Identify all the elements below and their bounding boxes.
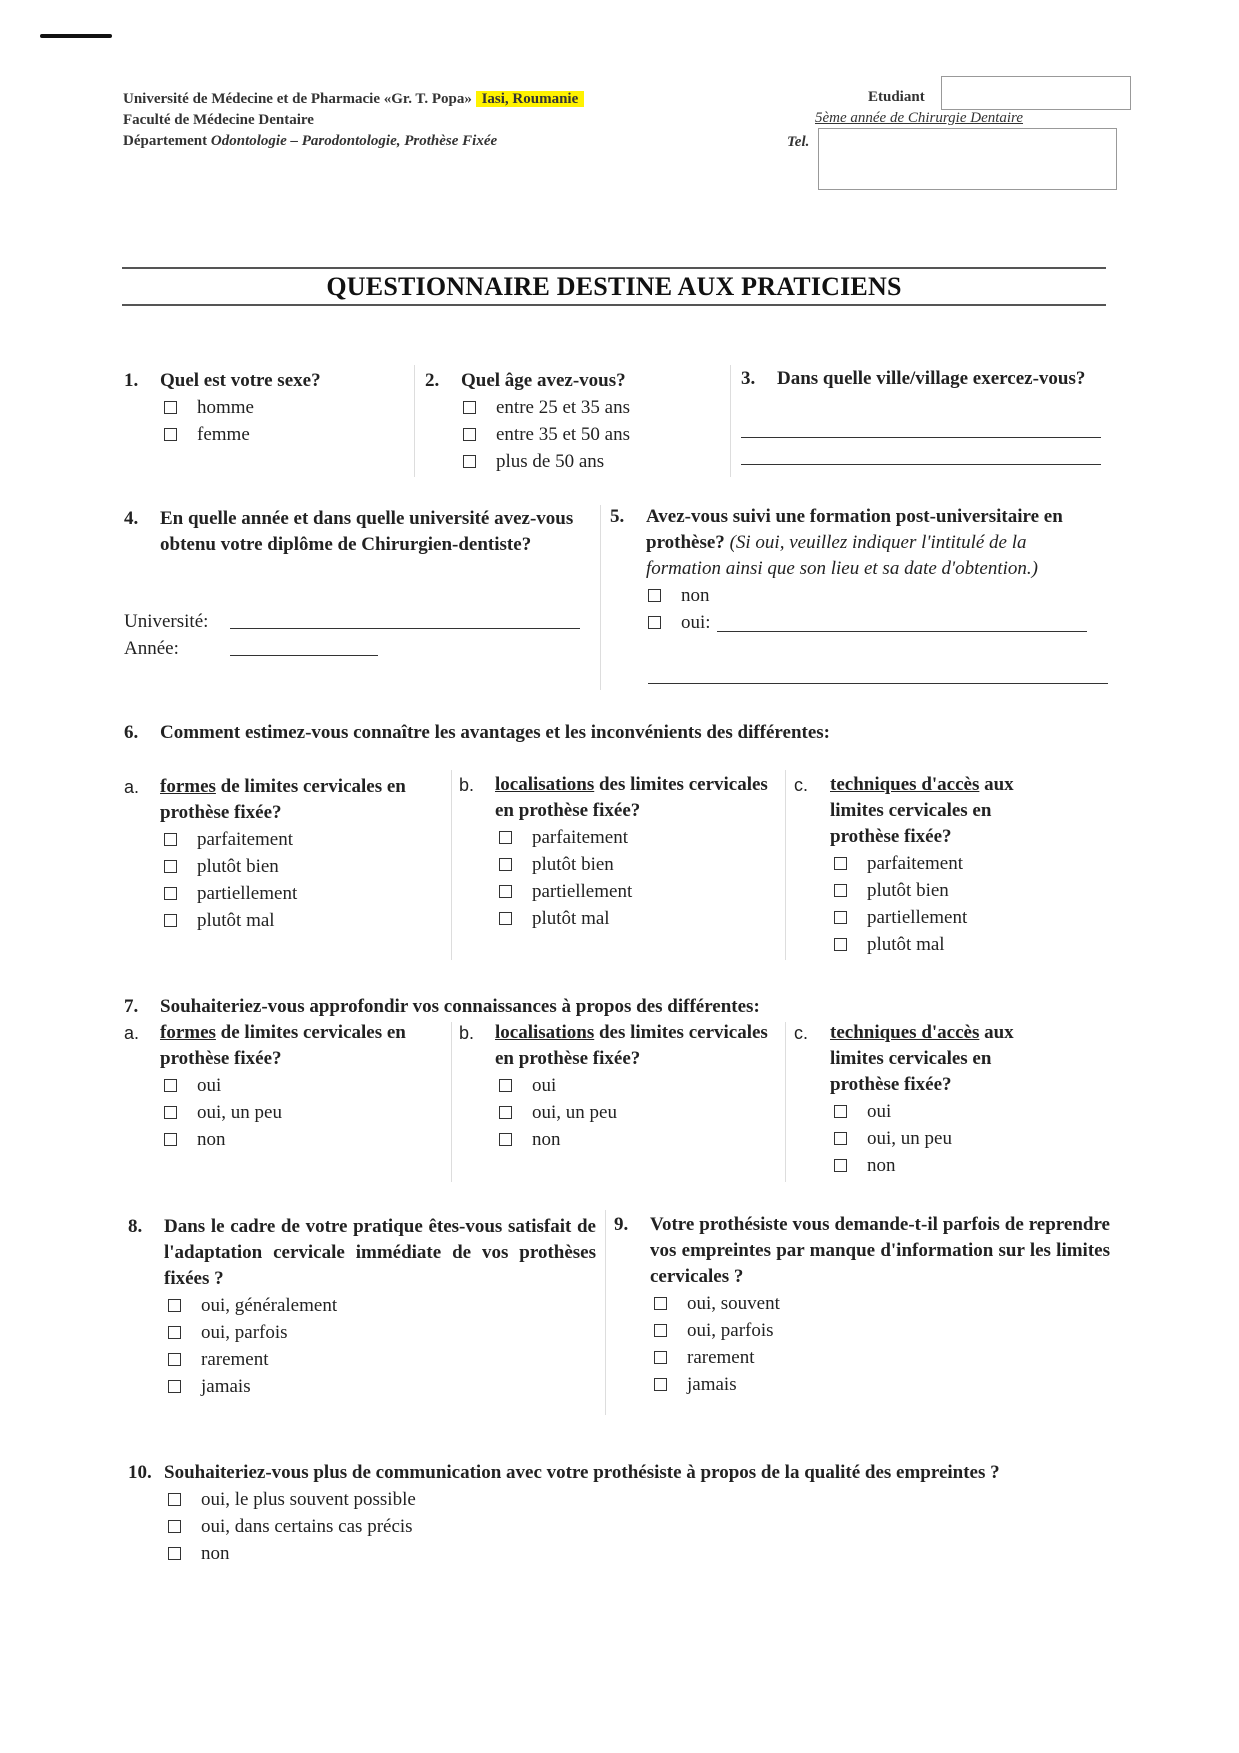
checkbox-icon[interactable] xyxy=(164,860,177,873)
option-plutot-mal[interactable]: plutôt mal xyxy=(499,905,779,932)
checkbox-icon[interactable] xyxy=(499,885,512,898)
question-1: 1. Quel est votre sexe? homme femme xyxy=(124,368,414,448)
option-plutot-mal[interactable]: plutôt mal xyxy=(164,907,444,934)
option-age-25-35[interactable]: entre 25 et 35 ans xyxy=(463,394,725,421)
checkbox-icon[interactable] xyxy=(168,1520,181,1533)
university-label: Université: xyxy=(124,611,209,632)
student-name-field[interactable] xyxy=(941,76,1131,110)
question-2-text: Quel âge avez-vous? xyxy=(461,370,626,391)
checkbox-icon[interactable] xyxy=(168,1326,181,1339)
checkbox-icon[interactable] xyxy=(164,401,177,414)
column-divider xyxy=(785,1022,786,1182)
department-prefix: Département xyxy=(123,133,208,149)
option-oui-parfois[interactable]: oui, parfois xyxy=(654,1317,1110,1344)
column-divider xyxy=(451,1022,452,1182)
option-parfaitement[interactable]: parfaitement xyxy=(499,824,779,851)
question-7c: c. techniques d'accès aux limites cervicales en prothèse fixée? oui oui, un peu non xyxy=(794,1020,1054,1179)
checkbox-icon[interactable] xyxy=(499,858,512,871)
question-7: 7. Souhaiteriez-vous approfondir vos connaissances à propos des différentes: xyxy=(124,994,1114,1020)
formation-answer-line-2[interactable] xyxy=(648,683,1108,684)
year-label: Année: xyxy=(124,638,179,659)
question-6a: a. formes de limites cervicales en prothèse fixée? parfaitement plutôt bien partiellement plutôt mal xyxy=(124,774,444,934)
checkbox-icon[interactable] xyxy=(499,1079,512,1092)
question-3: 3. Dans quelle ville/village exercez-vous? xyxy=(741,366,1101,392)
option-rarement[interactable]: rarement xyxy=(168,1346,596,1373)
checkbox-icon[interactable] xyxy=(164,1106,177,1119)
option-non[interactable]: non xyxy=(168,1540,1110,1567)
option-oui-generalement[interactable]: oui, généralement xyxy=(168,1292,596,1319)
university-name: Université de Médecine et de Pharmacie «Gr. T. Popa» xyxy=(123,91,472,107)
option-oui-plus-souvent[interactable]: oui, le plus souvent possible xyxy=(168,1486,1110,1513)
question-4-text: En quelle année et dans quelle université avez-vous obtenu votre diplôme de Chirurgien-dentiste? xyxy=(160,508,574,555)
tel-field[interactable] xyxy=(818,128,1117,190)
student-label: Etudiant xyxy=(868,89,925,105)
city-answer-line-2[interactable] xyxy=(741,464,1101,465)
checkbox-icon[interactable] xyxy=(463,455,476,468)
question-1-text: Quel est votre sexe? xyxy=(160,370,321,391)
checkbox-icon[interactable] xyxy=(499,912,512,925)
checkbox-icon[interactable] xyxy=(463,428,476,441)
option-jamais[interactable]: jamais xyxy=(168,1373,596,1400)
column-divider xyxy=(785,770,786,960)
option-oui-souvent[interactable]: oui, souvent xyxy=(654,1290,1110,1317)
option-plutot-bien[interactable]: plutôt bien xyxy=(834,877,1054,904)
faculty-name: Faculté de Médecine Dentaire xyxy=(123,112,314,128)
checkbox-icon[interactable] xyxy=(168,1299,181,1312)
university-location: Iasi, Roumanie xyxy=(476,91,585,107)
scan-mark xyxy=(40,34,112,38)
option-oui[interactable]: oui xyxy=(164,1072,444,1099)
option-oui-un-peu[interactable]: oui, un peu xyxy=(834,1125,1054,1152)
option-parfaitement[interactable]: parfaitement xyxy=(164,826,444,853)
checkbox-icon[interactable] xyxy=(654,1324,667,1337)
title-rule-bottom xyxy=(122,304,1106,306)
question-8-text: Dans le cadre de votre pratique êtes-vous satisfait de l'adaptation cervicale immédiate de vos prothèses fixées ? xyxy=(164,1216,596,1289)
checkbox-icon[interactable] xyxy=(499,831,512,844)
checkbox-icon[interactable] xyxy=(834,938,847,951)
checkbox-icon[interactable] xyxy=(168,1353,181,1366)
question-5: 5. Avez-vous suivi une formation post-universitaire en prothèse? (Si oui, veuillez indiquer l'intitulé de la formation ainsi que son lieu et sa date d'obtention.) non oui: xyxy=(610,504,1100,636)
title-rule-top xyxy=(122,267,1106,269)
question-6-text: Comment estimez-vous connaître les avantages et les inconvénients des différentes: xyxy=(160,722,831,743)
option-age-35-50[interactable]: entre 35 et 50 ans xyxy=(463,421,725,448)
checkbox-icon[interactable] xyxy=(164,1079,177,1092)
question-5-text: Avez-vous suivi une formation post-universitaire en prothèse? xyxy=(646,506,1063,553)
option-age-50-plus[interactable]: plus de 50 ans xyxy=(463,448,725,475)
checkbox-icon[interactable] xyxy=(463,401,476,414)
question-6c: c. techniques d'accès aux limites cervicales en prothèse fixée? parfaitement plutôt bien partiellement plutôt mal xyxy=(794,772,1054,958)
question-7b: b. localisations des limites cervicales en prothèse fixée? oui oui, un peu non xyxy=(459,1020,779,1153)
option-partiellement[interactable]: partiellement xyxy=(164,880,444,907)
option-oui[interactable]: oui xyxy=(834,1098,1054,1125)
question-6b: b. localisations des limites cervicales en prothèse fixée? parfaitement plutôt bien partiellement plutôt mal xyxy=(459,772,779,932)
checkbox-icon[interactable] xyxy=(834,1159,847,1172)
institution-header xyxy=(123,89,584,152)
question-10: 10. Souhaiteriez-vous plus de communication avec votre prothésiste à propos de la qualité des empreintes ? oui, le plus souvent possible oui, dans certains cas précis non xyxy=(128,1460,1110,1567)
university-answer-line[interactable] xyxy=(230,628,580,629)
question-2: 2. Quel âge avez-vous? entre 25 et 35 ans entre 35 et 50 ans plus de 50 ans xyxy=(425,368,725,475)
question-7a: a. formes de limites cervicales en prothèse fixée? oui oui, un peu non xyxy=(124,1020,444,1153)
question-9-text: Votre prothésiste vous demande-t-il parfois de reprendre vos empreintes par manque d'information sur les limites cervicales ? xyxy=(650,1214,1110,1287)
option-non[interactable]: non xyxy=(164,1126,444,1153)
checkbox-icon[interactable] xyxy=(499,1133,512,1146)
page-title: QUESTIONNAIRE DESTINE AUX PRATICIENS xyxy=(326,272,902,301)
checkbox-icon[interactable] xyxy=(654,1297,667,1310)
checkbox-icon[interactable] xyxy=(648,616,661,629)
option-non[interactable]: non xyxy=(499,1126,779,1153)
option-plutot-bien[interactable]: plutôt bien xyxy=(499,851,779,878)
option-non[interactable]: non xyxy=(834,1152,1054,1179)
option-oui-un-peu[interactable]: oui, un peu xyxy=(164,1099,444,1126)
question-7-text: Souhaiteriez-vous approfondir vos connaissances à propos des différentes: xyxy=(160,996,760,1017)
checkbox-icon[interactable] xyxy=(164,1133,177,1146)
question-3-text: Dans quelle ville/village exercez-vous? xyxy=(777,368,1086,389)
option-partiellement[interactable]: partiellement xyxy=(834,904,1054,931)
option-oui[interactable]: oui xyxy=(499,1072,779,1099)
checkbox-icon[interactable] xyxy=(648,589,661,602)
checkbox-icon[interactable] xyxy=(164,887,177,900)
tel-label: Tel. xyxy=(787,134,810,150)
year-answer-line[interactable] xyxy=(230,655,378,656)
city-answer-line-1[interactable] xyxy=(741,437,1101,438)
option-oui-un-peu[interactable]: oui, un peu xyxy=(499,1099,779,1126)
checkbox-icon[interactable] xyxy=(654,1351,667,1364)
checkbox-icon[interactable] xyxy=(164,428,177,441)
checkbox-icon[interactable] xyxy=(834,857,847,870)
option-plutot-mal[interactable]: plutôt mal xyxy=(834,931,1054,958)
option-plutot-bien[interactable]: plutôt bien xyxy=(164,853,444,880)
checkbox-icon[interactable] xyxy=(834,911,847,924)
option-homme[interactable]: homme xyxy=(164,394,414,421)
option-rarement[interactable]: rarement xyxy=(654,1344,1110,1371)
column-divider xyxy=(451,770,452,960)
student-year: 5ème année de Chirurgie Dentaire xyxy=(815,110,1024,126)
question-5-note: (Si oui, veuillez indiquer l'intitulé de la formation ainsi que son lieu et sa date d'obtention.) xyxy=(646,532,1038,579)
question-8: 8. Dans le cadre de votre pratique êtes-vous satisfait de l'adaptation cervicale immédiate de vos prothèses fixées ? oui, généralement oui, parfois rarement jamais xyxy=(128,1214,596,1400)
checkbox-icon[interactable] xyxy=(834,1105,847,1118)
question-9: 9. Votre prothésiste vous demande-t-il parfois de reprendre vos empreintes par manque d'information sur les limites cervicales ? oui, souvent oui, parfois rarement jamais xyxy=(614,1212,1110,1398)
option-femme[interactable]: femme xyxy=(164,421,414,448)
option-non[interactable]: non xyxy=(648,582,1100,609)
checkbox-icon[interactable] xyxy=(164,833,177,846)
option-oui-parfois[interactable]: oui, parfois xyxy=(168,1319,596,1346)
department-name: Odontologie – Parodontologie, Prothèse Fixée xyxy=(210,133,498,149)
option-jamais[interactable]: jamais xyxy=(654,1371,1110,1398)
column-divider xyxy=(414,365,415,477)
checkbox-icon[interactable] xyxy=(499,1106,512,1119)
column-divider xyxy=(730,365,731,477)
column-divider xyxy=(605,1210,606,1415)
checkbox-icon[interactable] xyxy=(168,1380,181,1393)
option-oui-certains-cas[interactable]: oui, dans certains cas précis xyxy=(168,1513,1110,1540)
column-divider xyxy=(600,505,601,690)
question-6: 6. Comment estimez-vous connaître les avantages et les inconvénients des différentes: xyxy=(124,720,1114,746)
checkbox-icon[interactable] xyxy=(168,1547,181,1560)
question-4: 4. En quelle année et dans quelle université avez-vous obtenu votre diplôme de Chirurgien-dentiste? xyxy=(124,506,584,558)
formation-answer-line[interactable] xyxy=(717,613,1087,632)
question-10-text: Souhaiteriez-vous plus de communication avec votre prothésiste à propos de la qualité des empreintes ? xyxy=(164,1462,1000,1483)
checkbox-icon[interactable] xyxy=(164,914,177,927)
checkbox-icon[interactable] xyxy=(654,1378,667,1391)
checkbox-icon[interactable] xyxy=(834,884,847,897)
option-parfaitement[interactable]: parfaitement xyxy=(834,850,1054,877)
checkbox-icon[interactable] xyxy=(834,1132,847,1145)
checkbox-icon[interactable] xyxy=(168,1493,181,1506)
option-oui[interactable]: oui: xyxy=(648,609,1100,636)
option-partiellement[interactable]: partiellement xyxy=(499,878,779,905)
